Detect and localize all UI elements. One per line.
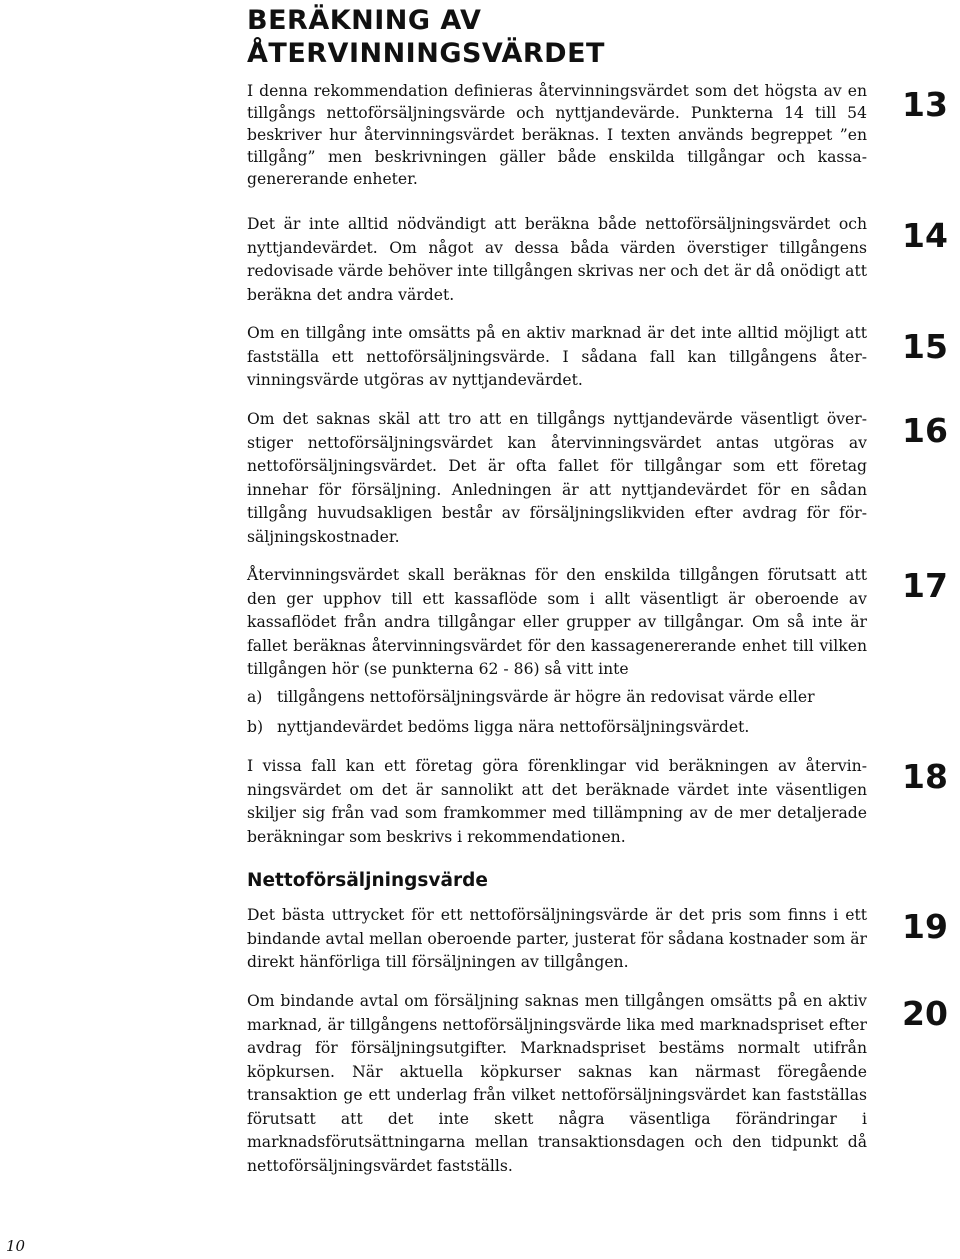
margin-number-19: 19 [902,907,948,946]
paragraph-17: Återvinningsvärdet skall beräknas för den enskilda tillgången förutsatt att den ger upphov till ett kassaflöde som i allt väsentligt är oberoende av kassaflödet från andra tillgångar eller grupper av tillgångar. Om så inte är fallet beräknas återvinningsvärdet för den kassagenererande enhet till vilken tillgången hör (se punkterna 62 - 86) så vitt inte [247,566,867,678]
paragraph-16: Om det saknas skäl att tro att en tillgångs nyttjandevärde väsentligt överstiger nettoförsäljningsvärdet kan återvinningsvärdet antas utgöras av nettoförsäljningsvärdet. Det är ofta fallet för tillgångar som ett företag innehar för försäljning. Anledningen är att nyttjandevärdet för en sådan tillgång huvudsakligen består av försäljningslikviden efter avdrag för försäljningskostnader. [247,410,867,546]
margin-number-14: 14 [902,216,948,255]
paragraph-13: I denna rekommendation definieras återvinningsvärdet som det högsta av en tillgångs nettoförsäljningsvärde och nyttjandevärde. Punkterna 14 till 54 beskriver hur återvinningsvärdet beräknas. I texten används begreppet ”en tillgång” men beskrivningen gäller både enskilda tillgångar och kassagenererande enheter. [247,82,867,188]
list-item-a [247,686,867,710]
margin-number-15: 15 [902,327,948,366]
page-title [247,4,867,70]
page-title-line-2: ÅTERVINNINGSVÄRDET [247,38,605,69]
list-text-b: nyttjandevärdet bedöms ligga nära nettoförsäljningsvärdet. [277,718,750,736]
paragraph-20: Om bindande avtal om försäljning saknas men tillgången omsätts på en aktiv marknad, är tillgångens nettoförsäljningsvärde lika med marknadspriset efter avdrag för försäljningsutgifter. Marknadspriset bestäms normalt utifrån köpkursen. När aktuella köpkurser saknas kan närmast föregående transaktion ge ett underlag från vilket nettoförsäljningsvärdet kan fastställas förutsatt att det inte skett några väsentliga förändringar i marknadsförutsättningarna mellan transaktionsdagen och den tidpunkt då nettoförsäljningsvärdet fastställs. [247,992,867,1175]
page-number: 10 [6,1237,26,1255]
list-item-b [247,716,867,740]
list-marker-b: b) [247,718,264,736]
paragraph-19: Det bästa uttrycket för ett nettoförsäljningsvärde är det pris som finns i ett bindande avtal mellan oberoende parter, justerat för sådana kostnader som är direkt hänförliga till försäljningen av tillgången. [247,906,867,971]
section-heading: Nettoförsäljningsvärde [247,870,488,891]
margin-number-17: 17 [902,566,948,605]
paragraph-14: Det är inte alltid nödvändigt att beräkna både nettoförsäljningsvärdet och nyttjandevärdet. Om något av dessa båda värden överstiger tillgångens redovisade värde behöver inte tillgången skrivas ner och det är då onödigt att beräkna det andra värdet. [247,215,867,304]
page-title-line-1: BERÄKNING AV [247,5,482,36]
margin-number-13: 13 [902,85,948,124]
margin-number-18: 18 [902,757,948,796]
list-marker-a: a) [247,688,263,706]
paragraph-18: I vissa fall kan ett företag göra förenklingar vid beräkningen av återvinningsvärdet om det är sannolikt att det beräknade värdet inte väsentligen skiljer sig från vad som framkommer med tillämpning av de mer detaljerade beräkningar som beskrivs i rekommendationen. [247,757,867,846]
list-text-a: tillgångens nettoförsäljningsvärde är högre än redovisat värde eller [277,688,815,706]
paragraph-15: Om en tillgång inte omsätts på en aktiv marknad är det inte alltid möjligt att fastställa ett nettoförsäljningsvärde. I sådana fall kan tillgångens återvinningsvärde utgöras av nyttjandevärdet. [247,324,867,389]
margin-number-20: 20 [902,994,948,1033]
margin-number-16: 16 [902,411,948,450]
